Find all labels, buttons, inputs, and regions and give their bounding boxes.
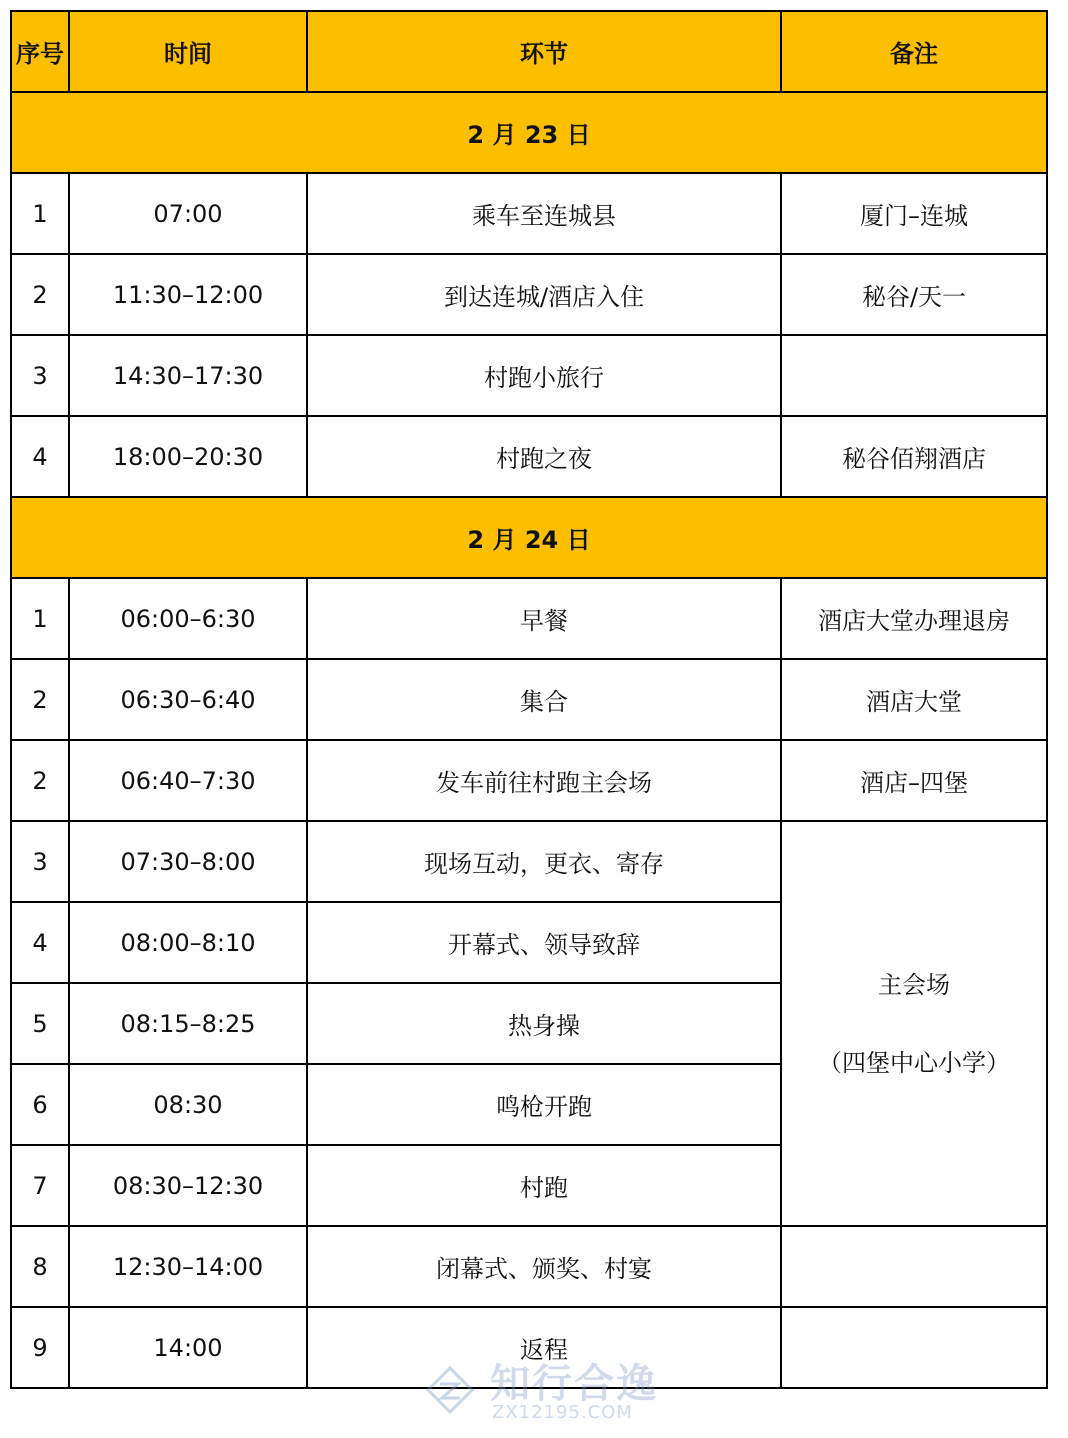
cell-time: 18:00–20:30 bbox=[69, 416, 307, 497]
cell-item: 到达连城/酒店入住 bbox=[307, 254, 781, 335]
table-row bbox=[11, 821, 1047, 902]
cell-item: 返程 bbox=[307, 1307, 781, 1388]
zx-logo-icon bbox=[420, 1360, 480, 1420]
cell-note: 酒店–四堡 bbox=[781, 740, 1047, 821]
watermark bbox=[420, 1352, 670, 1424]
merged-note-main-venue bbox=[781, 821, 1047, 1226]
table-row bbox=[11, 254, 1047, 335]
header-no: 序号 bbox=[11, 11, 69, 92]
cell-item: 村跑 bbox=[307, 1145, 781, 1226]
header-item: 环节 bbox=[307, 11, 781, 92]
cell-no: 3 bbox=[11, 821, 69, 902]
cell-no: 3 bbox=[11, 335, 69, 416]
merged-note-line1: 主会场 bbox=[878, 970, 950, 999]
cell-time: 14:30–17:30 bbox=[69, 335, 307, 416]
cell-item: 现场互动，更衣、寄存 bbox=[307, 821, 781, 902]
table-row bbox=[11, 740, 1047, 821]
cell-no: 2 bbox=[11, 254, 69, 335]
schedule-table bbox=[10, 10, 1048, 1389]
cell-note: 秘谷/天一 bbox=[781, 254, 1047, 335]
cell-no: 2 bbox=[11, 740, 69, 821]
cell-item: 闭幕式、颁奖、村宴 bbox=[307, 1226, 781, 1307]
watermark-name: 知行合逸 bbox=[490, 1361, 658, 1407]
table-row bbox=[11, 335, 1047, 416]
cell-no: 1 bbox=[11, 173, 69, 254]
cell-item: 村跑之夜 bbox=[307, 416, 781, 497]
cell-item: 发车前往村跑主会场 bbox=[307, 740, 781, 821]
cell-no: 1 bbox=[11, 578, 69, 659]
cell-no: 7 bbox=[11, 1145, 69, 1226]
cell-time: 12:30–14:00 bbox=[69, 1226, 307, 1307]
date-row-day2 bbox=[11, 497, 1047, 578]
merged-note-line2: （四堡中心小学） bbox=[818, 1048, 1010, 1077]
table-row bbox=[11, 578, 1047, 659]
cell-item: 热身操 bbox=[307, 983, 781, 1064]
cell-time: 08:00–8:10 bbox=[69, 902, 307, 983]
cell-time: 08:15–8:25 bbox=[69, 983, 307, 1064]
date-day2: 2 月 24 日 bbox=[11, 497, 1047, 578]
cell-note: 酒店大堂 bbox=[781, 659, 1047, 740]
table-row bbox=[11, 1226, 1047, 1307]
cell-time: 08:30 bbox=[69, 1064, 307, 1145]
date-row-day1 bbox=[11, 92, 1047, 173]
table-row bbox=[11, 659, 1047, 740]
cell-no: 5 bbox=[11, 983, 69, 1064]
cell-note: 酒店大堂办理退房 bbox=[781, 578, 1047, 659]
cell-time: 06:00–6:30 bbox=[69, 578, 307, 659]
header-row bbox=[11, 11, 1047, 92]
table-row bbox=[11, 416, 1047, 497]
cell-no: 8 bbox=[11, 1226, 69, 1307]
watermark-url: ZX12195.COM bbox=[492, 1402, 633, 1423]
cell-no: 9 bbox=[11, 1307, 69, 1388]
cell-note: 厦门–连城 bbox=[781, 173, 1047, 254]
cell-item: 集合 bbox=[307, 659, 781, 740]
cell-no: 2 bbox=[11, 659, 69, 740]
cell-time: 08:30–12:30 bbox=[69, 1145, 307, 1226]
cell-time: 11:30–12:00 bbox=[69, 254, 307, 335]
cell-item: 早餐 bbox=[307, 578, 781, 659]
table-row bbox=[11, 173, 1047, 254]
cell-time: 06:30–6:40 bbox=[69, 659, 307, 740]
cell-no: 4 bbox=[11, 902, 69, 983]
cell-note: 秘谷佰翔酒店 bbox=[781, 416, 1047, 497]
cell-item: 开幕式、领导致辞 bbox=[307, 902, 781, 983]
cell-note bbox=[781, 1307, 1047, 1388]
cell-no: 6 bbox=[11, 1064, 69, 1145]
cell-time: 14:00 bbox=[69, 1307, 307, 1388]
date-day1: 2 月 23 日 bbox=[11, 92, 1047, 173]
cell-item: 鸣枪开跑 bbox=[307, 1064, 781, 1145]
cell-item: 乘车至连城县 bbox=[307, 173, 781, 254]
cell-note bbox=[781, 335, 1047, 416]
cell-no: 4 bbox=[11, 416, 69, 497]
header-note: 备注 bbox=[781, 11, 1047, 92]
cell-time: 06:40–7:30 bbox=[69, 740, 307, 821]
cell-note bbox=[781, 1226, 1047, 1307]
header-time: 时间 bbox=[69, 11, 307, 92]
cell-time: 07:30–8:00 bbox=[69, 821, 307, 902]
cell-time: 07:00 bbox=[69, 173, 307, 254]
cell-item: 村跑小旅行 bbox=[307, 335, 781, 416]
